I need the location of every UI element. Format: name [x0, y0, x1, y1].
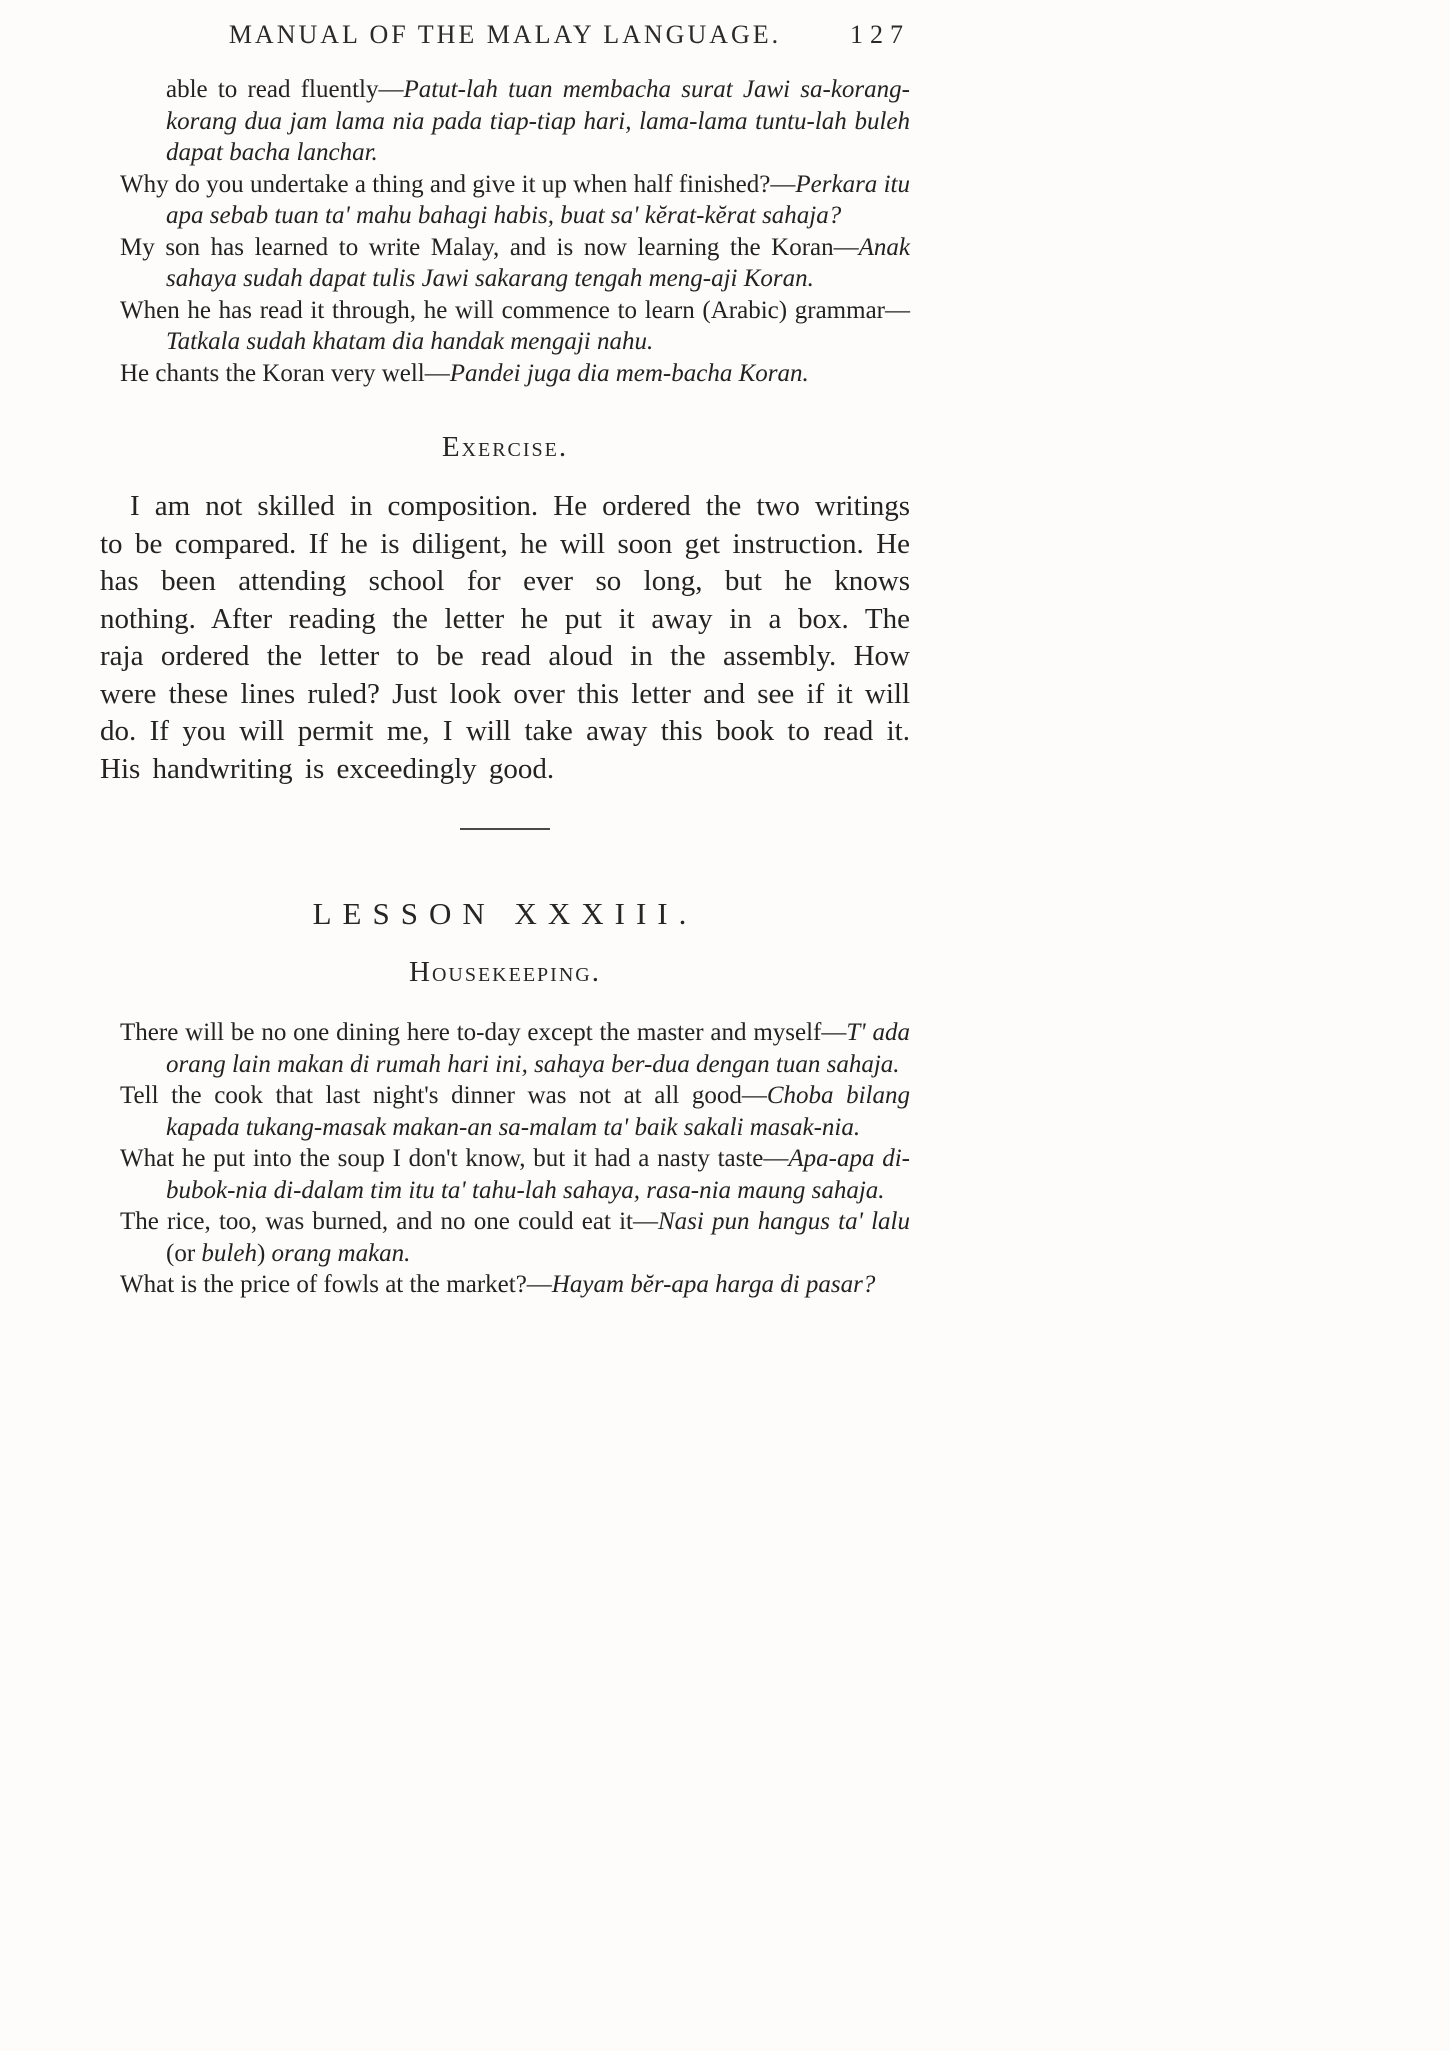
- exercise-heading: Exercise.: [441, 431, 569, 463]
- section-divider: [460, 828, 550, 830]
- lesson-subtitle: Housekeeping.: [409, 956, 601, 988]
- dialogue-entry: When he has read it through, he will commence to learn (Arabic) grammar—Tatkala sudah khatam dia handak mengaji nahu.: [120, 296, 910, 355]
- exercise-paragraph: I am not skilled in composition. He ordered the two writings to be compared. If he is diligent, he will soon get instruction. He has been attending school for ever so long, but he knows nothing. After reading the letter he put it away in a box. The raja ordered the letter to be read aloud in the assembly. How were these lines ruled? Just look over this letter and see if it will do. If you will permit me, I will take away this book to read it. His handwriting is exceedingly good.: [100, 490, 910, 785]
- lesson-title: LESSON XXXIII.: [312, 896, 698, 931]
- dialogue-entry: What is the price of fowls at the market?—Hayam bĕr-apa harga di pasar?: [120, 1271, 876, 1298]
- page-header: [100, 20, 910, 56]
- dialogue-entry: There will be no one dining here to-day except the master and myself—T' ada orang lain makan di rumah hari ini, sahaya ber-dua dengan tuan sahaja.: [120, 1019, 910, 1078]
- dialogue-entry: My son has learned to write Malay, and is now learning the Koran—Anak sahaya sudah dapat tulis Jawi sakarang tengah meng-aji Koran.: [120, 233, 910, 292]
- dialogue-entry: The rice, too, was burned, and no one could eat it—Nasi pun hangus ta' lalu (or buleh) orang makan.: [120, 1208, 911, 1267]
- dialogue-entries-top: [120, 74, 910, 389]
- dialogue-entry: Why do you undertake a thing and give it up when half finished?—Perkara itu apa sebab tuan ta' mahu bahagi habis, buat sa' kĕrat-kĕrat sahaja?: [120, 170, 910, 229]
- running-title: MANUAL OF THE MALAY LANGUAGE.: [228, 20, 782, 49]
- dialogue-entry: able to read fluently—Patut-lah tuan membacha surat Jawi sa-korang-korang dua jam lama nia pada tiap-tiap hari, lama-lama tuntu-lah buleh dapat bacha lanchar.: [166, 76, 910, 166]
- dialogue-entries-lesson: [120, 1017, 910, 1301]
- dialogue-entry: What he put into the soup I don't know, but it had a nasty taste—Apa-apa di-bubok-nia di-dalam tim itu ta' tahu-lah sahaya, rasa-nia maung sahaja.: [120, 1145, 910, 1204]
- dialogue-entry: Tell the cook that last night's dinner was not at all good—Choba bilang kapada tukang-masak makan-an sa-malam ta' baik sakali masak-nia.: [120, 1082, 910, 1141]
- text-block: [100, 74, 910, 1301]
- page-number: 127: [850, 20, 910, 49]
- dialogue-entry: He chants the Koran very well—Pandei juga dia mem-bacha Koran.: [120, 359, 809, 387]
